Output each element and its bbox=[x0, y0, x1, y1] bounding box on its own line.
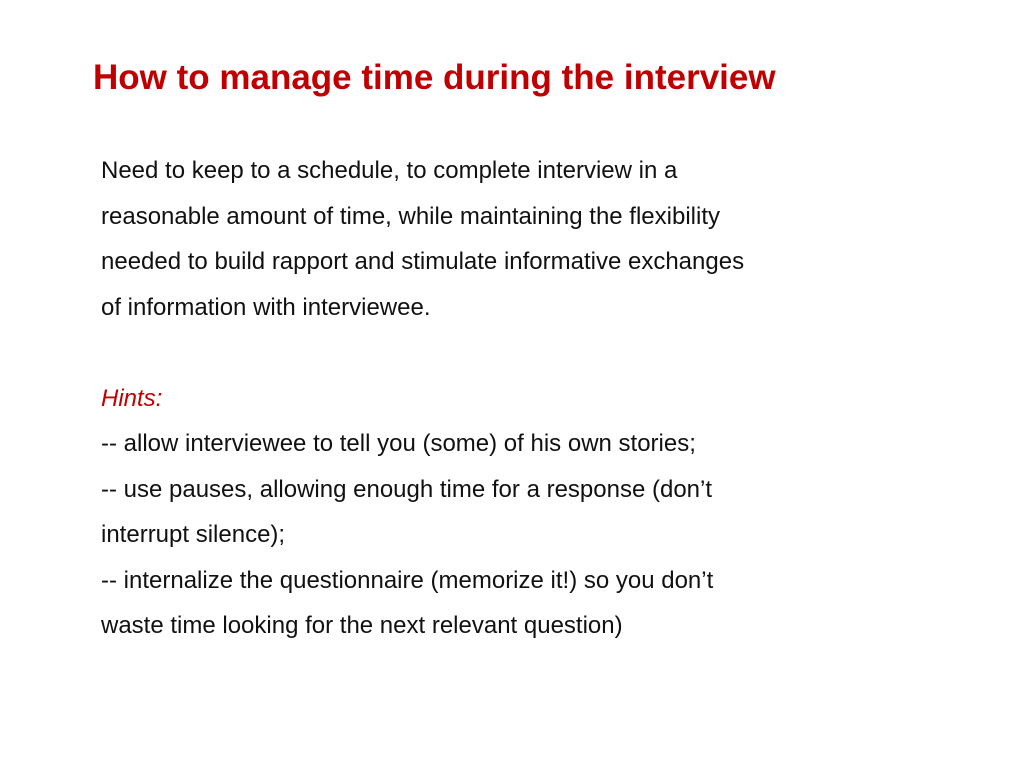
intro-line: of information with interviewee. bbox=[101, 293, 431, 321]
hint-line: -- allow interviewee to tell you (some) of his own stories; bbox=[101, 430, 696, 457]
intro-line: needed to build rapport and stimulate informative exchanges bbox=[101, 248, 745, 275]
hint-line: interrupt silence); bbox=[101, 521, 286, 548]
slide-title: How to manage time during the interview bbox=[93, 58, 776, 97]
intro-line: reasonable amount of time, while maintaining the flexibility bbox=[101, 202, 720, 230]
paragraph-spacer bbox=[101, 330, 981, 376]
hint-line: waste time looking for the next relevant question) bbox=[101, 612, 623, 639]
hint-line: -- use pauses, allowing enough time for a response (don’t bbox=[101, 475, 713, 503]
hints-label: Hints: bbox=[101, 384, 163, 412]
slide-body bbox=[101, 148, 981, 649]
hint-line: -- internalize the questionnaire (memorize it!) so you don’t bbox=[101, 566, 714, 594]
intro-line: Need to keep to a schedule, to complete interview in a bbox=[101, 157, 678, 184]
